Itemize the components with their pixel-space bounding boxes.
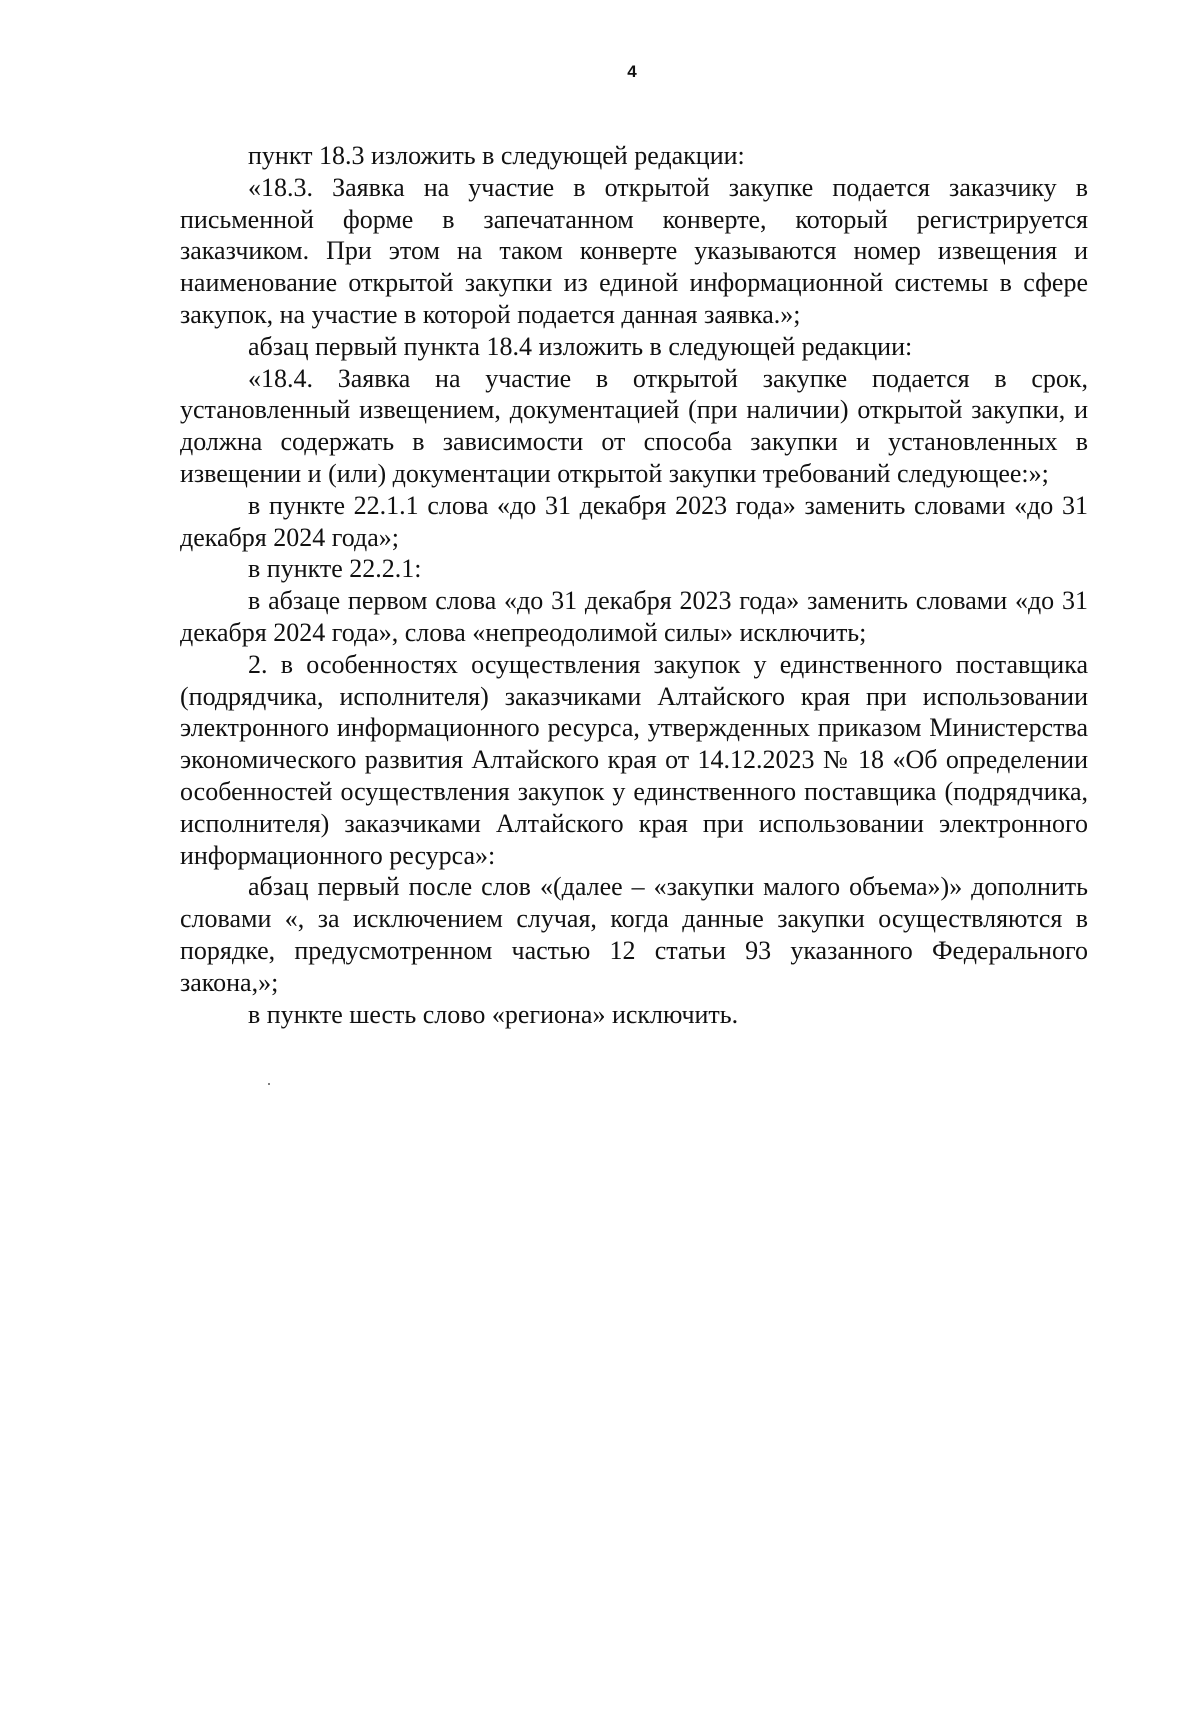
- paragraph-2: «18.3. Заявка на участие в открытой закупке подается заказчику в письменной форме в запечатанном конверте, который регистрируется заказчиком. При этом на таком конверте указываются номер извещения и наименование открытой закупки из единой информационной системы в сфере закупок, на участие в которой подается данная заявка.»;: [180, 172, 1088, 329]
- page-number: 4: [627, 62, 637, 81]
- paragraph-4: «18.4. Заявка на участие в открытой закупке подается в срок, установленный извещением, документацией (при наличии) открытой закупки, и должна содержать в зависимости от способа закупки и установленных в извещении и (или) документации открытой закупки требований следующее:»;: [180, 363, 1088, 488]
- scan-artifact-dot: [268, 1083, 270, 1085]
- paragraph-1: пункт 18.3 изложить в следующей редакции:: [248, 141, 745, 170]
- document-body: [180, 140, 1088, 1030]
- paragraph-3: абзац первый пункта 18.4 изложить в следующей редакции:: [248, 331, 913, 361]
- paragraph-5: в пункте 22.1.1 слова «до 31 декабря 2023 года» заменить словами «до 31 декабря 2024 года»;: [180, 490, 1088, 552]
- paragraph-6: в пункте 22.2.1:: [248, 554, 422, 584]
- paragraph-9: абзац первый после слов «(далее – «закупки малого объема»)» дополнить словами «, за исключением случая, когда данные закупки осуществляются в порядке, предусмотренном частью 12 статьи 93 указанного Федерального закона,»;: [180, 872, 1088, 997]
- paragraph-10: в пункте шесть слово «региона» исключить.: [248, 999, 739, 1029]
- paragraph-8: 2. в особенностях осуществления закупок у единственного поставщика (подрядчика, исполнителя) заказчиками Алтайского края при использовании электронного информационного ресурса, утвержденных приказом Министерства экономического развития Алтайского края от 14.12.2023 № 18 «Об определении особенностей осуществления закупок у единственного поставщика (подрядчика, исполнителя) заказчиками Алтайского края при использовании электронного информационного ресурса»:: [180, 649, 1088, 870]
- paragraph-7: в абзаце первом слова «до 31 декабря 2023 года» заменить словами «до 31 декабря 2024 года», слова «непреодолимой силы» исключить;: [180, 586, 1088, 647]
